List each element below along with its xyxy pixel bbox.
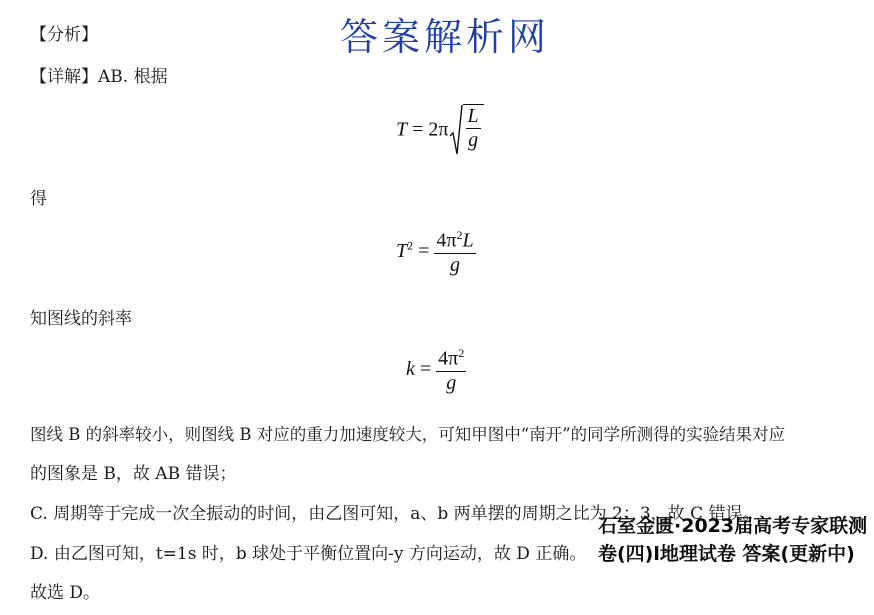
formula2-lhs: T: [396, 239, 408, 262]
paragraph-c: C. 周期等于完成一次全振动的时间，由乙图可知，a、b 两单摆的周期之比为 2：3，故 C 错误。: [30, 504, 760, 524]
formula2-num-sup: 2: [456, 228, 463, 242]
formula3-lhs: k: [406, 357, 415, 380]
paragraph-ab-line2: 的图象是 B，故 AB 错误；: [30, 464, 237, 484]
formula1-den: g: [468, 129, 479, 151]
watermark-title: 答案解析网: [340, 15, 551, 59]
detail-line: [30, 66, 168, 88]
paragraph-ab-line1: 图线 B 的斜率较小，则图线 B 对应的重力加速度较大，可知甲图中“南开”的同学所测得的实验结果对应: [30, 425, 786, 444]
overlay-caption: 石室金匮·2023届高考专家联测卷(四)l地理试卷 答案(更新中): [598, 515, 868, 565]
conclusion: 故选 D。: [30, 583, 101, 603]
formula2-den: g: [450, 253, 461, 276]
word-de: 得: [30, 189, 47, 209]
formula2-num-b: L: [462, 229, 474, 252]
formula3-num-sup: 2: [458, 346, 465, 360]
paragraph-d: D. 由乙图可知，t=1s 时，b 球处于平衡位置向-y 方向运动，故 D 正确。: [30, 544, 587, 564]
formula2-eq: =: [418, 239, 430, 262]
formula1-num: L: [467, 105, 479, 127]
radical-sign-icon: [449, 104, 463, 158]
formula-period-squared: [396, 228, 476, 277]
formula3-num-a: 4π: [438, 347, 459, 370]
slope-text: 知图线的斜率: [30, 309, 132, 329]
formula2-lhs-sup: 2: [407, 238, 414, 253]
sqrt-symbol: [449, 104, 484, 158]
formula1-lhs: T: [396, 118, 408, 141]
formula-slope: [406, 346, 466, 395]
analysis-heading: 【分析】: [30, 25, 98, 45]
formula1-coef: 2π: [428, 118, 449, 141]
formula1-eq: =: [412, 118, 424, 141]
detail-text: AB. 根据: [98, 67, 168, 87]
formula3-eq: =: [419, 357, 432, 380]
formula2-num-a: 4π: [436, 229, 457, 252]
formula-period: [396, 104, 484, 158]
detail-label: 【详解】: [30, 67, 98, 87]
formula3-den: g: [446, 371, 457, 394]
